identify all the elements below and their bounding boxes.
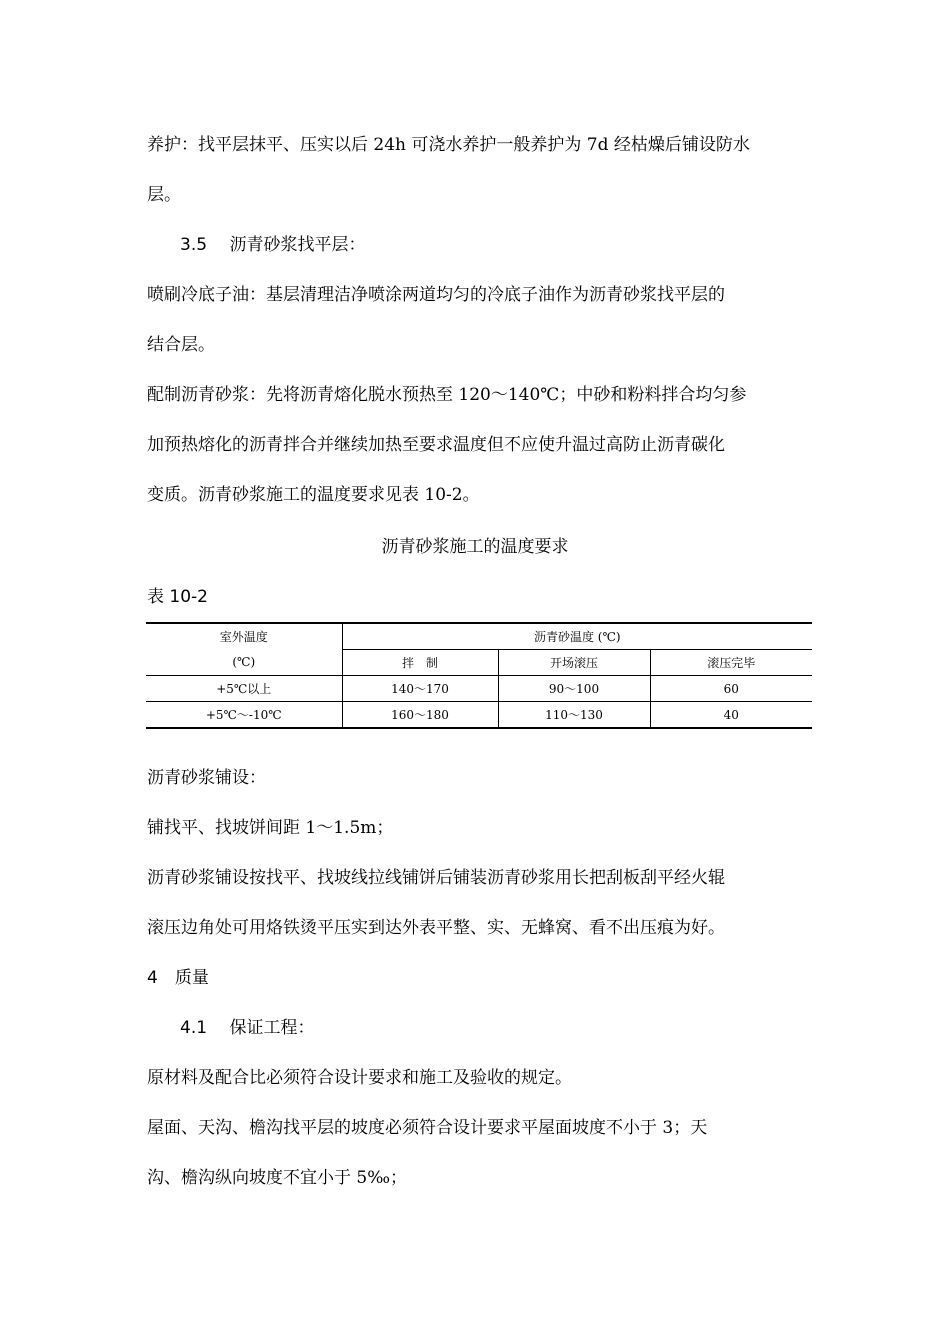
- table-row: [146, 702, 812, 729]
- table-cell: 60: [650, 676, 812, 702]
- paragraph-procedure-cont: 滚压边角处可用烙铁烫平压实到达外表平整、实、无蜂窝、看不出压痕为好。: [147, 918, 725, 938]
- table-label: 表 10-2: [147, 587, 208, 607]
- table-cell: 90～100: [498, 676, 650, 702]
- section-heading-4: 4 质量: [147, 968, 209, 988]
- paragraph-mix: 配制沥青砂浆：先将沥青熔化脱水预热至 120～140℃；中砂和粉料拌合均匀参: [147, 385, 747, 405]
- table-title: 沥青砂浆施工的温度要求: [381, 537, 569, 557]
- paragraph-spacing: 铺找平、找坡饼间距 1～1.5m；: [147, 818, 394, 838]
- table-cell: +5℃以上: [146, 676, 342, 702]
- paragraph-primer: 喷刷冷底子油：基层清理洁净喷涂两道均匀的冷底子油作为沥青砂浆找平层的: [147, 285, 725, 305]
- paragraph-slope-cont: 沟、檐沟纵向坡度不宜小于 5‰；: [147, 1168, 408, 1188]
- table-row: [146, 676, 812, 702]
- paragraph-mix-cont-2: 变质。沥青砂浆施工的温度要求见表 10-2。: [147, 485, 480, 505]
- paragraph-mix-cont-1: 加预热熔化的沥青拌合并继续加热至要求温度但不应使升温过高防止沥青碳化: [147, 435, 725, 455]
- table-cell: 110～130: [498, 702, 650, 729]
- paragraph-curing: 养护：找平层抹平、压实以后 24h 可浇水养护一般养护为 7d 经枯燥后铺设防水: [147, 135, 750, 155]
- header-mixing: 拌 制: [342, 650, 498, 676]
- table-cell: 40: [650, 702, 812, 729]
- table-cell: +5℃～-10℃: [146, 702, 342, 729]
- header-start-rolling: 开场滚压: [498, 650, 650, 676]
- paragraph-slope: 屋面、天沟、檐沟找平层的坡度必须符合设计要求平屋面坡度不小于 3；天: [147, 1118, 708, 1138]
- header-rolling-done: 滚压完毕: [650, 650, 812, 676]
- paragraph-procedure: 沥青砂浆铺设按找平、找坡线拉线铺饼后铺装沥青砂浆用长把刮板刮平经火辊: [147, 868, 725, 888]
- paragraph-laying: 沥青砂浆铺设：: [147, 768, 266, 788]
- paragraph-primer-cont: 结合层。: [147, 335, 215, 355]
- header-asphalt-temp: 沥青砂温度 (℃): [342, 623, 812, 650]
- paragraph-curing-cont: 层。: [147, 185, 181, 205]
- header-outdoor-temp: 室外温度: [146, 623, 342, 650]
- table-cell: 140～170: [342, 676, 498, 702]
- paragraph-materials: 原材料及配合比必须符合设计要求和施工及验收的规定。: [147, 1068, 572, 1088]
- table-cell: 160～180: [342, 702, 498, 729]
- header-outdoor-unit: (℃): [146, 650, 342, 676]
- temperature-table: [146, 622, 812, 729]
- section-heading-4-1: 4.1 保证工程：: [180, 1018, 315, 1038]
- section-heading-3-5: 3.5 沥青砂浆找平层：: [180, 235, 366, 255]
